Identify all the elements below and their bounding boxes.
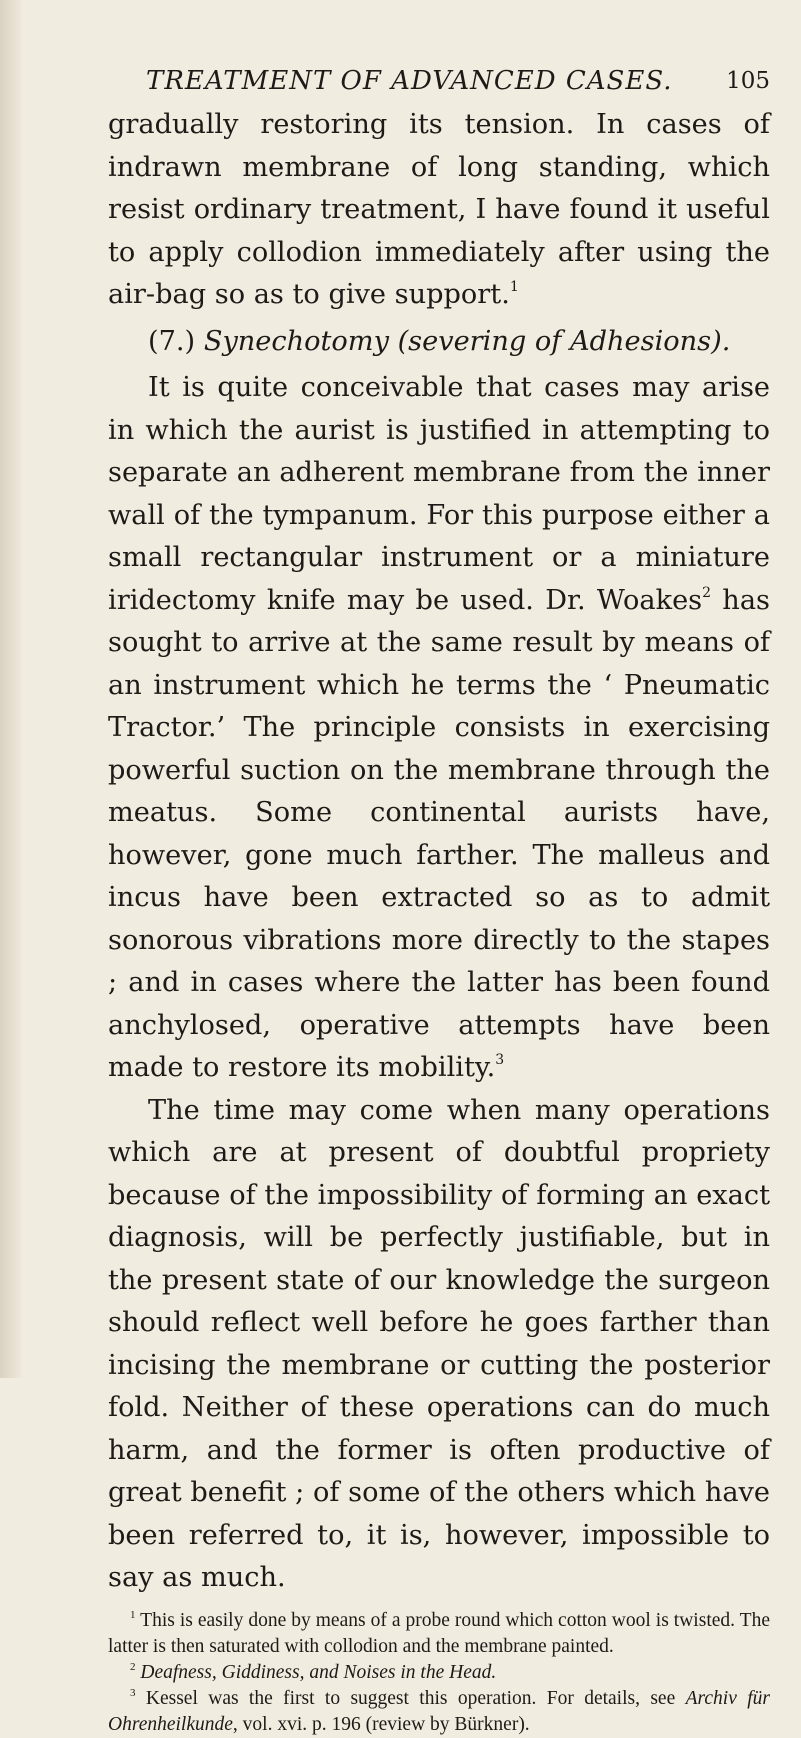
footnote-ref-2: 2 [702, 584, 712, 601]
footnote-1 [108, 1608, 770, 1660]
footnote-2-text: Deafness, Giddiness, and Noises in the Head. [140, 1661, 497, 1683]
footnote-3-journal: Archiv für Ohrenheilkunde [108, 1687, 771, 1735]
paragraph-3-text: The time may come when many operations which are at present of doubtful propriety because of the impossibility of forming an exact diagnosis, will be perfectly justifiable, but in the present state of our knowledge the surgeon should reflect well before he goes farther than incising the membrane or cutting the posterior fold. Neither of these operations can do much harm, and the former is often productive of great benefit ; of some of the others which have been referred to, it is, however, impossible to say as much. [108, 1094, 770, 1593]
footnote-ref-1: 1 [509, 279, 519, 295]
paragraph-1-text: gradually restoring its tension. In cases of indrawn membrane of long standing, which resist ordinary treatment, I have found it useful to apply collodion immediately after using the air-bag so as to give support. [108, 109, 770, 310]
paragraph-3 [108, 1090, 770, 1600]
footnote-1-mark: 1 [130, 1608, 136, 1621]
page-number: 105 [726, 68, 770, 94]
section-heading [108, 321, 770, 364]
footnote-2-mark: 2 [130, 1660, 136, 1673]
footnote-ref-3: 3 [495, 1052, 505, 1068]
footnote-3-mark: 3 [130, 1686, 136, 1699]
book-page [108, 66, 770, 1738]
paragraph-2-text-a: It is quite conceivable that cases may arise in which the aurist is justified in attempting to separate an adherent membrane from the inner wall of the tympanum. For this purpose either a small rectangular instrument or a miniature iridectomy knife may be used. Dr. Woakes [108, 372, 770, 616]
paragraph-2-text-b: has sought to arrive at the same result by means of an instrument which he terms the ‘ Pneumatic Tractor.’ The principle consists in exercising powerful suction on the membrane through the meatus. Some continental aurists have, however, gone much farther. The malleus and incus have been extracted so as to admit sonorous vibrations more directly to the stapes ; and in cases where the latter has been found anchylosed, operative attempts have been made to restore its mobility. [108, 584, 770, 1083]
paragraph-1 [108, 104, 770, 317]
running-head: TREATMENT OF ADVANCED CASES. [146, 66, 673, 96]
page-header [108, 66, 770, 100]
page-gutter-shadow [0, 0, 22, 1378]
footnotes [108, 1608, 770, 1738]
footnote-2 [108, 1660, 770, 1686]
footnote-3 [108, 1686, 770, 1738]
footnote-3-text-a: Kessel was the first to suggest this operation. For details, see [145, 1687, 686, 1709]
footnote-1-text: This is easily done by means of a probe round which cotton wool is twisted. The latter is then saturated with collodion and the membrane painted. [108, 1609, 770, 1657]
paragraph-2 [108, 367, 770, 1090]
footnote-3-text-b: , vol. xvi. p. 196 (review by Bürkner). [232, 1713, 530, 1735]
section-number: (7.) [148, 325, 196, 357]
section-title: Synechotomy (severing of Adhesions). [203, 325, 731, 357]
